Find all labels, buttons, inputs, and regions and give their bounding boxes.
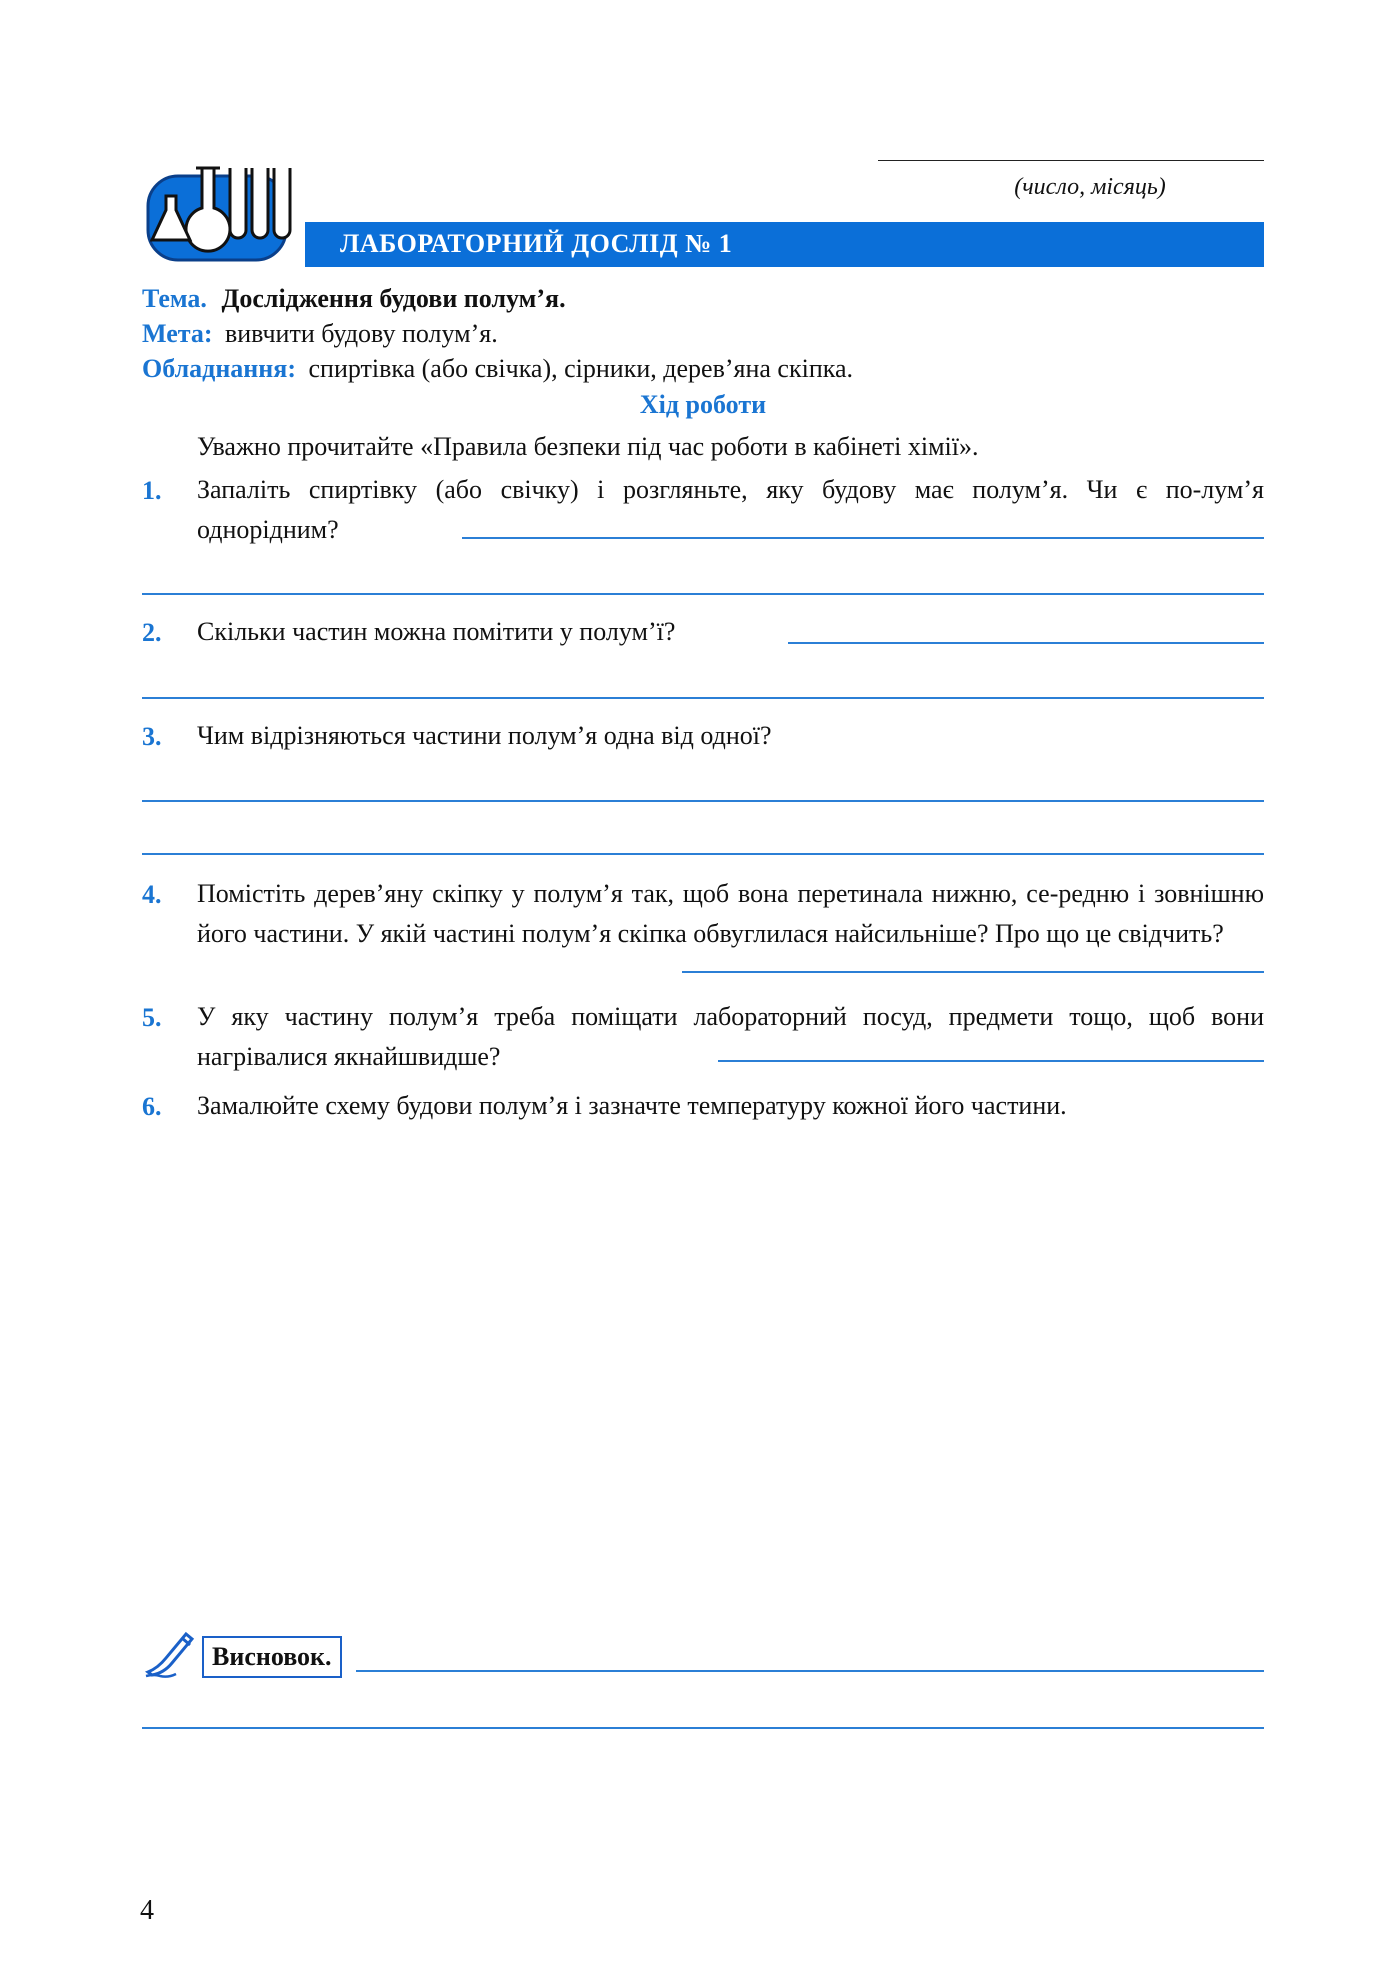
item-number: 2. [142, 618, 162, 647]
item-6-text: Замалюйте схему будови полум’я і зазначте температуру кожної його частини. [197, 1091, 1067, 1120]
answer-line[interactable] [142, 1727, 1264, 1729]
item-3-text: Чим відрізняються частини полум’я одна від одної? [197, 721, 772, 750]
equipment-value: спиртівка (або свічка), сірники, дерев’яна скіпка. [308, 354, 854, 383]
goal-value: вивчити будову полум’я. [224, 319, 498, 348]
item-2-text: Скільки частин можна помітити у полум’ї? [197, 617, 676, 646]
banner-title: ЛАБОРАТОРНИЙ ДОСЛІД № 1 [340, 229, 733, 258]
equipment-row [142, 353, 853, 385]
answer-line[interactable] [356, 1670, 1264, 1672]
answer-line[interactable] [788, 642, 1264, 644]
writing-pen-icon [142, 1628, 202, 1680]
item-1-text: Запаліть спиртівку (або свічку) і розгляньте, яку будову має полум’я. Чи є по-лум’я однорідним? [197, 475, 1264, 544]
procedure-heading: Хід роботи [639, 390, 767, 419]
page-number: 4 [140, 1895, 154, 1926]
lab-glassware-icon [146, 162, 304, 266]
topic-label: Тема. [142, 284, 207, 313]
item-4-text: Помістіть дерев’яну скіпку у полум’я так, щоб вона перетинала нижню, се-редню і зовнішню його частини. У якій частині полум’я скіпка обвуглилася найсильніше? Про що це свідчить? [197, 879, 1264, 948]
topic-value: Дослідження будови полум’я. [221, 284, 566, 313]
answer-line[interactable] [718, 1060, 1264, 1062]
equipment-label: Обладнання: [142, 354, 296, 383]
procedure-intro: Уважно прочитайте «Правила безпеки під час роботи в кабінеті хімії». [197, 432, 979, 461]
item-number: 1. [142, 476, 162, 505]
goal-row [142, 318, 498, 350]
answer-line[interactable] [142, 593, 1264, 595]
answer-line[interactable] [682, 971, 1264, 973]
item-number: 6. [142, 1092, 162, 1121]
item-number: 4. [142, 880, 162, 909]
drawing-area[interactable] [142, 1140, 1264, 1600]
date-caption: (число, місяць) [1014, 174, 1166, 200]
date-line [878, 160, 1264, 161]
topic-row [142, 283, 566, 315]
answer-line[interactable] [142, 697, 1264, 699]
goal-label: Мета: [142, 319, 213, 348]
item-number: 3. [142, 722, 162, 751]
item-number: 5. [142, 1003, 162, 1032]
answer-line[interactable] [142, 800, 1264, 802]
item-5-text: У яку частину полум’я треба поміщати лабораторний посуд, предмети тощо, щоб вони нагрівалися якнайшвидше? [197, 1002, 1264, 1071]
answer-line[interactable] [462, 537, 1264, 539]
answer-line[interactable] [142, 853, 1264, 855]
conclusion-label: Висновок. [202, 1636, 342, 1678]
